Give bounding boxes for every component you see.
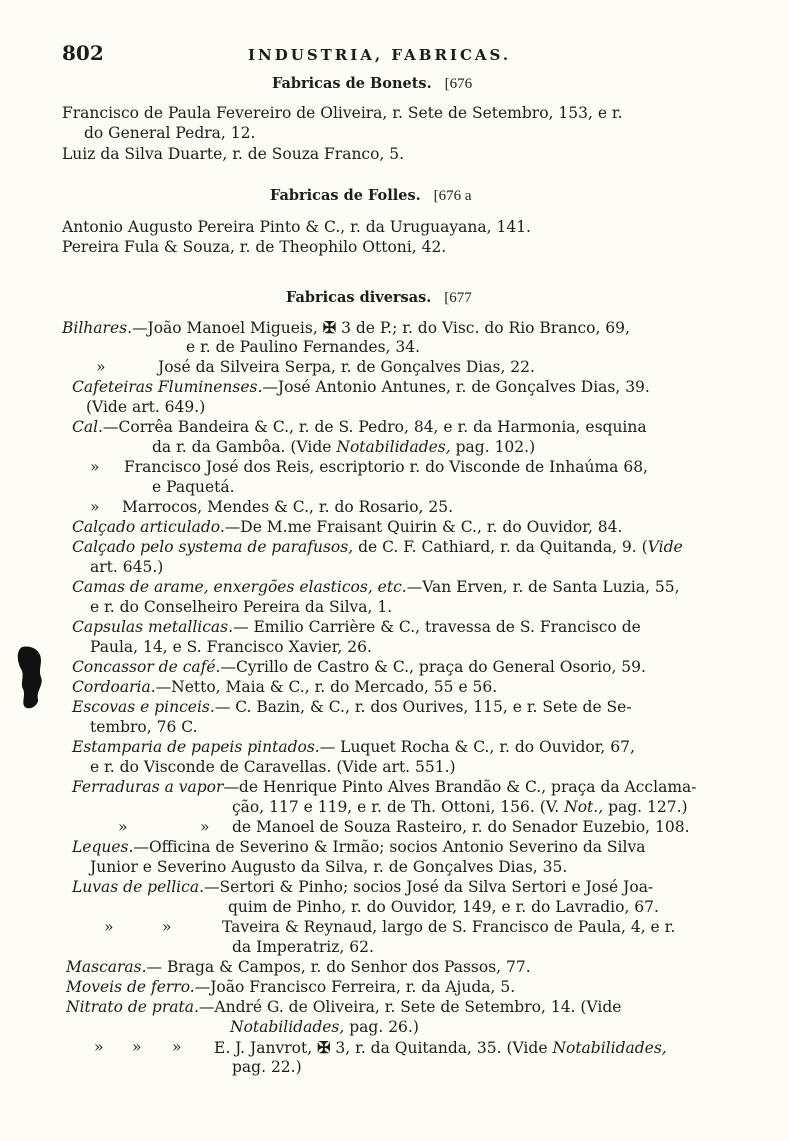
section-ref: [677 — [444, 290, 472, 306]
section-title: Fabricas diversas. — [286, 289, 432, 306]
entry-escovas: Escovas e pinceis.— C. Bazin, & C., r. dos Ourives, 115, e r. Sete de Se- — [72, 698, 632, 716]
entry-line: de Manoel de Souza Rasteiro, r. do Senador Euzebio, 108. — [232, 818, 690, 836]
entry-line: tembro, 76 C. — [90, 718, 198, 736]
entry-cordoaria: Cordoaria.—Netto, Maia & C., r. do Mercado, 55 e 56. — [72, 678, 498, 696]
entry-line: Junior e Severino Augusto da Silva, r. de Gonçalves Dias, 35. — [90, 858, 568, 876]
entry-line: e r. do Visconde de Caravellas. (Vide art. 551.) — [90, 758, 456, 776]
entry-bilhares: Bilhares.—João Manoel Migueis, ✠ 3 de P.; r. do Visc. do Rio Branco, 69, — [62, 318, 630, 337]
entry-label: Ferraduras a vapor — [72, 778, 224, 796]
entry-line: Francisco José dos Reis, escriptorio r. do Visconde de Inhaúma 68, — [124, 458, 648, 476]
entry-capsulas: Capsulas metallicas.— Emilio Carrière & C., travessa de S. Francisco de — [72, 618, 641, 636]
entry-label: Bilhares. — [62, 319, 132, 337]
entry-label: Cafeteiras Fluminenses. — [72, 378, 263, 396]
entry-label: Escovas e pinceis. — [72, 698, 215, 716]
section-ref: [676 a — [433, 188, 472, 204]
cross-icon: ✠ — [317, 1038, 331, 1057]
section-heading-folles — [270, 186, 472, 207]
entry-cal: Cal.—Corrêa Bandeira & C., r. de S. Pedro, 84, e r. da Harmonia, esquina — [72, 418, 647, 436]
entry-line: Paula, 14, e S. Francisco Xavier, 26. — [90, 638, 372, 656]
entry-estamparia: Estamparia de papeis pintados.— Luquet Rocha & C., r. do Ouvidor, 67, — [72, 738, 635, 756]
section-title: Fabricas de Bonets. — [272, 75, 432, 92]
section-heading-bonets — [272, 74, 472, 95]
ditto-mark: » — [90, 458, 100, 476]
entry-line: Taveira & Reynaud, largo de S. Francisco de Paula, 4, e r. — [222, 918, 676, 936]
entry-label: Nitrato de prata. — [66, 998, 199, 1016]
entry-line: da Imperatriz, 62. — [232, 938, 374, 956]
entry-ferraduras: Ferraduras a vapor—de Henrique Pinto Alves Brandão & C., praça da Acclama- — [72, 778, 697, 796]
entry-line: José da Silveira Serpa, r. de Gonçalves Dias, 22. — [158, 358, 535, 376]
entry-line: Marrocos, Mendes & C., r. do Rosario, 25. — [122, 498, 454, 516]
entry-line: Luiz da Silva Duarte, r. de Souza Franco, 5. — [62, 145, 405, 163]
entry-line: e r. do Conselheiro Pereira da Silva, 1. — [90, 598, 393, 616]
entry-line: (Vide art. 649.) — [86, 398, 206, 416]
entry-label: Estamparia de papeis pintados. — [72, 738, 320, 756]
entry-line: E. J. Janvrot, ✠ 3, r. da Quitanda, 35. (Vide Notabilidades, — [214, 1038, 667, 1057]
section-heading-diversas — [286, 288, 472, 309]
entry-label: Cordoaria. — [72, 678, 156, 696]
entry-line: e Paquetá. — [152, 478, 235, 496]
ditto-mark: » — [132, 1038, 142, 1056]
entry-line: ção, 117 e 119, e r. de Th. Ottoni, 156. (V. Not., pag. 127.) — [232, 798, 688, 816]
ditto-mark: » — [90, 498, 100, 516]
entry-leques: Leques.—Officina de Severino & Irmão; socios Antonio Severino da Silva — [72, 838, 646, 856]
section-title: Fabricas de Folles. — [270, 187, 421, 204]
ditto-mark: » — [94, 1038, 104, 1056]
entry-calcado: Calçado articulado.—De M.me Fraisant Quirin & C., r. do Ouvidor, 84. — [72, 518, 623, 536]
ditto-mark: » — [118, 818, 128, 836]
ditto-mark: » — [200, 818, 210, 836]
entry-line: Notabilidades, pag. 26.) — [230, 1018, 419, 1036]
entry-concassor: Concassor de café.—Cyrillo de Castro & C., praça do General Osorio, 59. — [72, 658, 646, 676]
entry-nitrato: Nitrato de prata.—André G. de Oliveira, r. Sete de Setembro, 14. (Vide — [66, 998, 622, 1016]
entry-luvas: Luvas de pellica.—Sertori & Pinho; socios José da Silva Sertori e José Joa- — [72, 878, 654, 896]
entry-camas: Camas de arame, enxergões elasticos, etc.—Van Erven, r. de Santa Luzia, 55, — [72, 578, 680, 596]
entry-label: Calçado articulado. — [72, 518, 225, 536]
running-title: INDUSTRIA, FABRICAS. — [248, 46, 512, 64]
ditto-mark: » — [96, 358, 106, 376]
entry-label: Camas de arame, enxergões elasticos, etc. — [72, 578, 407, 596]
entry-label: Mascaras. — [66, 958, 147, 976]
page-number: 802 — [62, 41, 104, 65]
entry-line: quim de Pinho, r. do Ouvidor, 149, e r. do Lavradio, 67. — [228, 898, 659, 916]
entry-label: Capsulas metallicas. — [72, 618, 234, 636]
entry-label: Cal. — [72, 418, 103, 436]
entry-cafeteiras: Cafeteiras Fluminenses.—José Antonio Antunes, r. de Gonçalves Dias, 39. — [72, 378, 650, 396]
entry-moveis: Moveis de ferro.—João Francisco Ferreira, r. da Ajuda, 5. — [66, 978, 516, 996]
entry-line: da r. da Gambôa. (Vide Notabilidades, pag. 102.) — [152, 438, 536, 456]
entry-mascaras: Mascaras.— Braga & Campos, r. do Senhor dos Passos, 77. — [66, 958, 531, 976]
ditto-mark: » — [162, 918, 172, 936]
entry-label: Luvas de pellica. — [72, 878, 204, 896]
entry-line: Francisco de Paula Fevereiro de Oliveira, r. Sete de Setembro, 153, e r. — [62, 104, 623, 122]
ditto-mark: » — [172, 1038, 182, 1056]
ditto-mark: » — [104, 918, 114, 936]
cross-icon: ✠ — [322, 318, 337, 337]
entry-label: Moveis de ferro. — [66, 978, 195, 996]
entry-line: do General Pedra, 12. — [84, 124, 256, 142]
ink-blot — [16, 645, 46, 711]
entry-line: Pereira Fula & Souza, r. de Theophilo Ottoni, 42. — [62, 238, 447, 256]
entry-label: Leques. — [72, 838, 134, 856]
entry-label: Calçado pelo systema de parafusos, — [72, 538, 354, 556]
entry-line: Antonio Augusto Pereira Pinto & C., r. da Uruguayana, 141. — [62, 218, 531, 236]
entry-line: pag. 22.) — [232, 1058, 302, 1076]
entry-label: Concassor de café. — [72, 658, 221, 676]
entry-line: art. 645.) — [90, 558, 164, 576]
entry-line: e r. de Paulino Fernandes, 34. — [186, 338, 421, 356]
entry-calcado-parafusos: Calçado pelo systema de parafusos, de C. F. Cathiard, r. da Quitanda, 9. (Vide — [72, 538, 683, 556]
section-ref: [676 — [444, 76, 473, 92]
